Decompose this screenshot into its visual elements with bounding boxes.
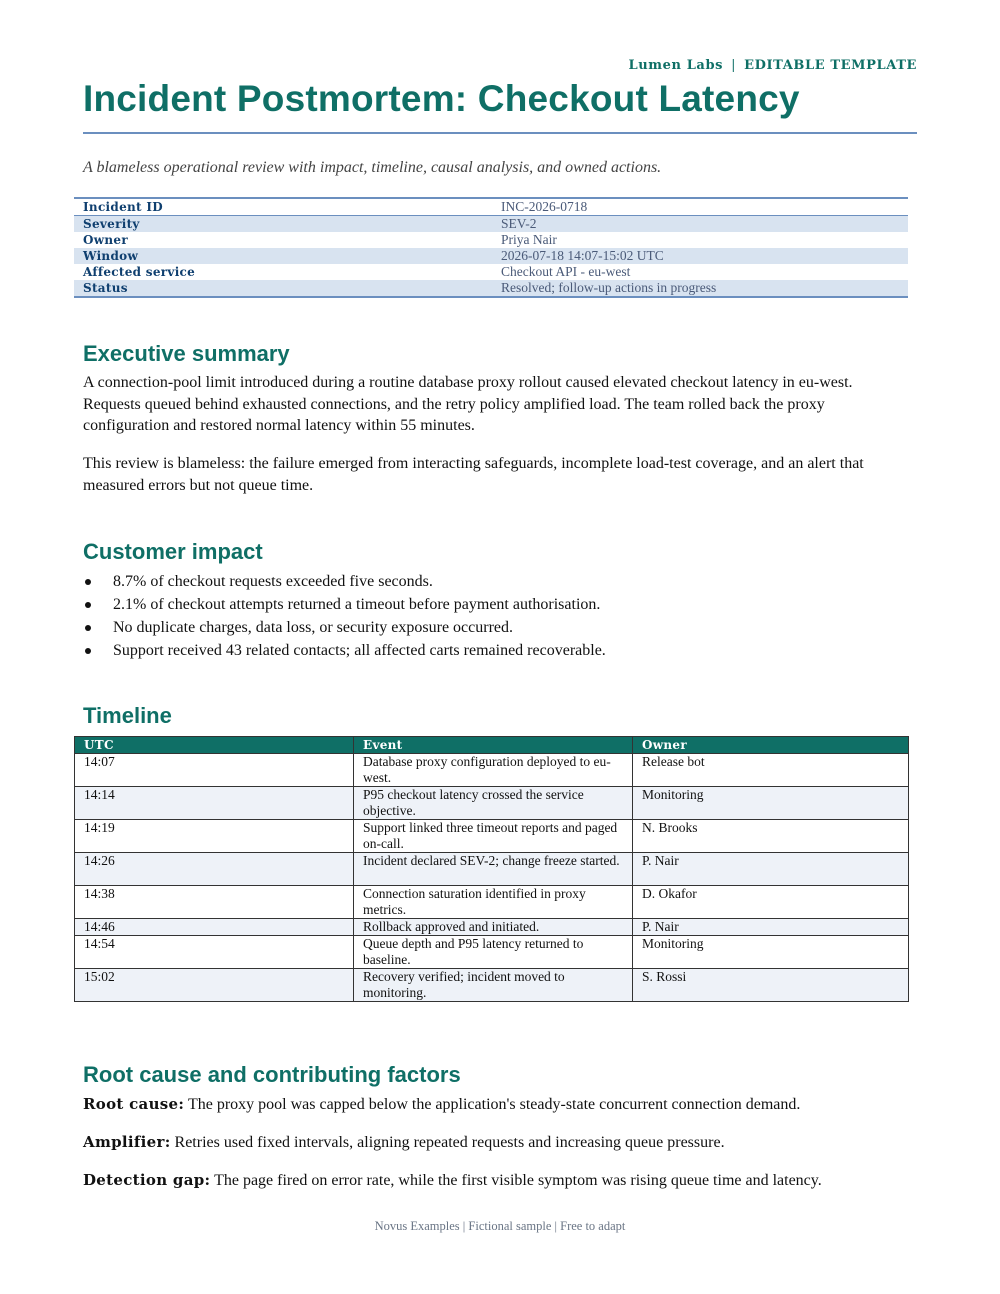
owner-cell: P. Nair bbox=[633, 853, 909, 886]
owner-cell: Monitoring bbox=[633, 936, 909, 969]
column-header: Owner bbox=[633, 737, 909, 754]
metadata-row bbox=[74, 280, 908, 297]
bullet-icon bbox=[85, 579, 91, 585]
section-heading-impact: Customer impact bbox=[83, 539, 263, 564]
utc-cell: 15:02 bbox=[75, 969, 354, 1002]
table-row bbox=[75, 969, 909, 1002]
utc-cell: 14:38 bbox=[75, 886, 354, 919]
table-row bbox=[75, 853, 909, 886]
root-cause-label: Root cause: bbox=[83, 1095, 185, 1113]
root-cause-text: The proxy pool was capped below the application's steady-state concurrent connection demand. bbox=[187, 1096, 801, 1113]
event-cell: Support linked three timeout reports and paged on-call. bbox=[354, 820, 633, 853]
metadata-value: Checkout API - eu-west bbox=[501, 264, 631, 279]
section-heading-root-cause: Root cause and contributing factors bbox=[83, 1062, 461, 1087]
event-cell: Incident declared SEV-2; change freeze started. bbox=[354, 853, 633, 886]
event-cell: Rollback approved and initiated. bbox=[354, 919, 633, 936]
timeline-table bbox=[74, 736, 909, 1002]
metadata-value: Resolved; follow-up actions in progress bbox=[492, 280, 908, 297]
bullet-icon bbox=[85, 625, 91, 631]
title-divider bbox=[83, 132, 917, 134]
detection-gap-item bbox=[83, 1170, 822, 1191]
page-subtitle: A blameless operational review with impact, timeline, causal analysis, and owned actions. bbox=[83, 159, 662, 176]
section-heading-timeline: Timeline bbox=[83, 703, 172, 728]
bullet-icon bbox=[85, 648, 91, 654]
utc-cell: 14:07 bbox=[75, 754, 354, 787]
metadata-key: Owner bbox=[83, 233, 128, 247]
detection-gap-label: Detection gap: bbox=[83, 1171, 211, 1189]
table-row bbox=[75, 936, 909, 969]
list-item-text: No duplicate charges, data loss, or security exposure occurred. bbox=[113, 619, 514, 636]
utc-cell: 14:46 bbox=[75, 919, 354, 936]
amplifier-label: Amplifier: bbox=[83, 1133, 171, 1151]
list-item bbox=[83, 617, 606, 640]
bullet-icon bbox=[85, 602, 91, 608]
metadata-value: Priya Nair bbox=[501, 232, 557, 247]
list-item bbox=[83, 640, 606, 663]
metadata-row bbox=[74, 248, 908, 264]
list-item-text: 2.1% of checkout attempts returned a timeout before payment authorisation. bbox=[113, 596, 601, 613]
root-cause-item bbox=[83, 1094, 800, 1115]
metadata-value: 2026-07-18 14:07-15:02 UTC bbox=[492, 248, 908, 264]
table-row bbox=[75, 754, 909, 787]
table-row bbox=[75, 919, 909, 936]
list-item bbox=[83, 571, 606, 594]
metadata-key: Affected service bbox=[83, 265, 196, 279]
list-item-text: 8.7% of checkout requests exceeded five seconds. bbox=[113, 573, 433, 590]
metadata-key: Severity bbox=[74, 216, 492, 233]
metadata-key: Status bbox=[74, 280, 492, 297]
metadata-value: SEV-2 bbox=[492, 216, 908, 233]
table-row bbox=[75, 886, 909, 919]
owner-cell: N. Brooks bbox=[633, 820, 909, 853]
utc-cell: 14:26 bbox=[75, 853, 354, 886]
owner-cell: S. Rossi bbox=[633, 969, 909, 1002]
metadata-key: Incident ID bbox=[74, 198, 492, 216]
list-item-text: Support received 43 related contacts; all affected carts remained recoverable. bbox=[113, 642, 606, 659]
summary-paragraph: This review is blameless: the failure emerged from interacting safeguards, incomplete load-test coverage, and an alert that measured errors but not queue time. bbox=[83, 455, 864, 494]
list-item bbox=[83, 594, 606, 617]
impact-list bbox=[83, 571, 606, 663]
page-title: Incident Postmortem: Checkout Latency bbox=[83, 78, 800, 119]
incident-metadata-table bbox=[74, 197, 908, 298]
brand-line bbox=[629, 58, 918, 73]
section-heading-summary: Executive summary bbox=[83, 341, 290, 366]
column-header: Event bbox=[354, 737, 633, 754]
event-cell: Recovery verified; incident moved to monitoring. bbox=[354, 969, 633, 1002]
table-row bbox=[75, 820, 909, 853]
owner-cell: Monitoring bbox=[633, 787, 909, 820]
event-cell: Connection saturation identified in proxy metrics. bbox=[354, 886, 633, 919]
summary-paragraph: A connection-pool limit introduced during a routine database proxy rollout caused elevated checkout latency in eu-west. Requests queued behind exhausted connections, and the retry policy amplified load. The team rolled back the proxy configuration and restored normal latency within 55 minutes. bbox=[83, 374, 853, 434]
table-row bbox=[75, 787, 909, 820]
amplifier-text: Retries used fixed intervals, aligning repeated requests and increasing queue pressure. bbox=[174, 1134, 725, 1151]
metadata-row bbox=[74, 264, 908, 280]
template-tag: EDITABLE TEMPLATE bbox=[744, 58, 917, 73]
brand-separator: | bbox=[731, 58, 737, 73]
utc-cell: 14:19 bbox=[75, 820, 354, 853]
detection-gap-text: The page fired on error rate, while the first visible symptom was rising queue time and latency. bbox=[214, 1172, 822, 1189]
metadata-row bbox=[74, 216, 908, 233]
table-header-row bbox=[75, 737, 909, 754]
utc-cell: 14:54 bbox=[75, 936, 354, 969]
owner-cell: Release bot bbox=[633, 754, 909, 787]
metadata-row bbox=[74, 232, 908, 248]
page-footer: Novus Examples | Fictional sample | Free to adapt bbox=[374, 1219, 626, 1233]
metadata-key: Window bbox=[74, 248, 492, 264]
brand-name: Lumen Labs bbox=[628, 58, 724, 73]
amplifier-item bbox=[83, 1132, 725, 1153]
owner-cell: P. Nair bbox=[633, 919, 909, 936]
utc-cell: 14:14 bbox=[75, 787, 354, 820]
event-cell: P95 checkout latency crossed the service objective. bbox=[354, 787, 633, 820]
column-header: UTC bbox=[75, 737, 354, 754]
event-cell: Queue depth and P95 latency returned to baseline. bbox=[354, 936, 633, 969]
metadata-value: INC-2026-0718 bbox=[492, 198, 908, 216]
owner-cell: D. Okafor bbox=[633, 886, 909, 919]
event-cell: Database proxy configuration deployed to eu-west. bbox=[354, 754, 633, 787]
metadata-row bbox=[74, 198, 908, 216]
